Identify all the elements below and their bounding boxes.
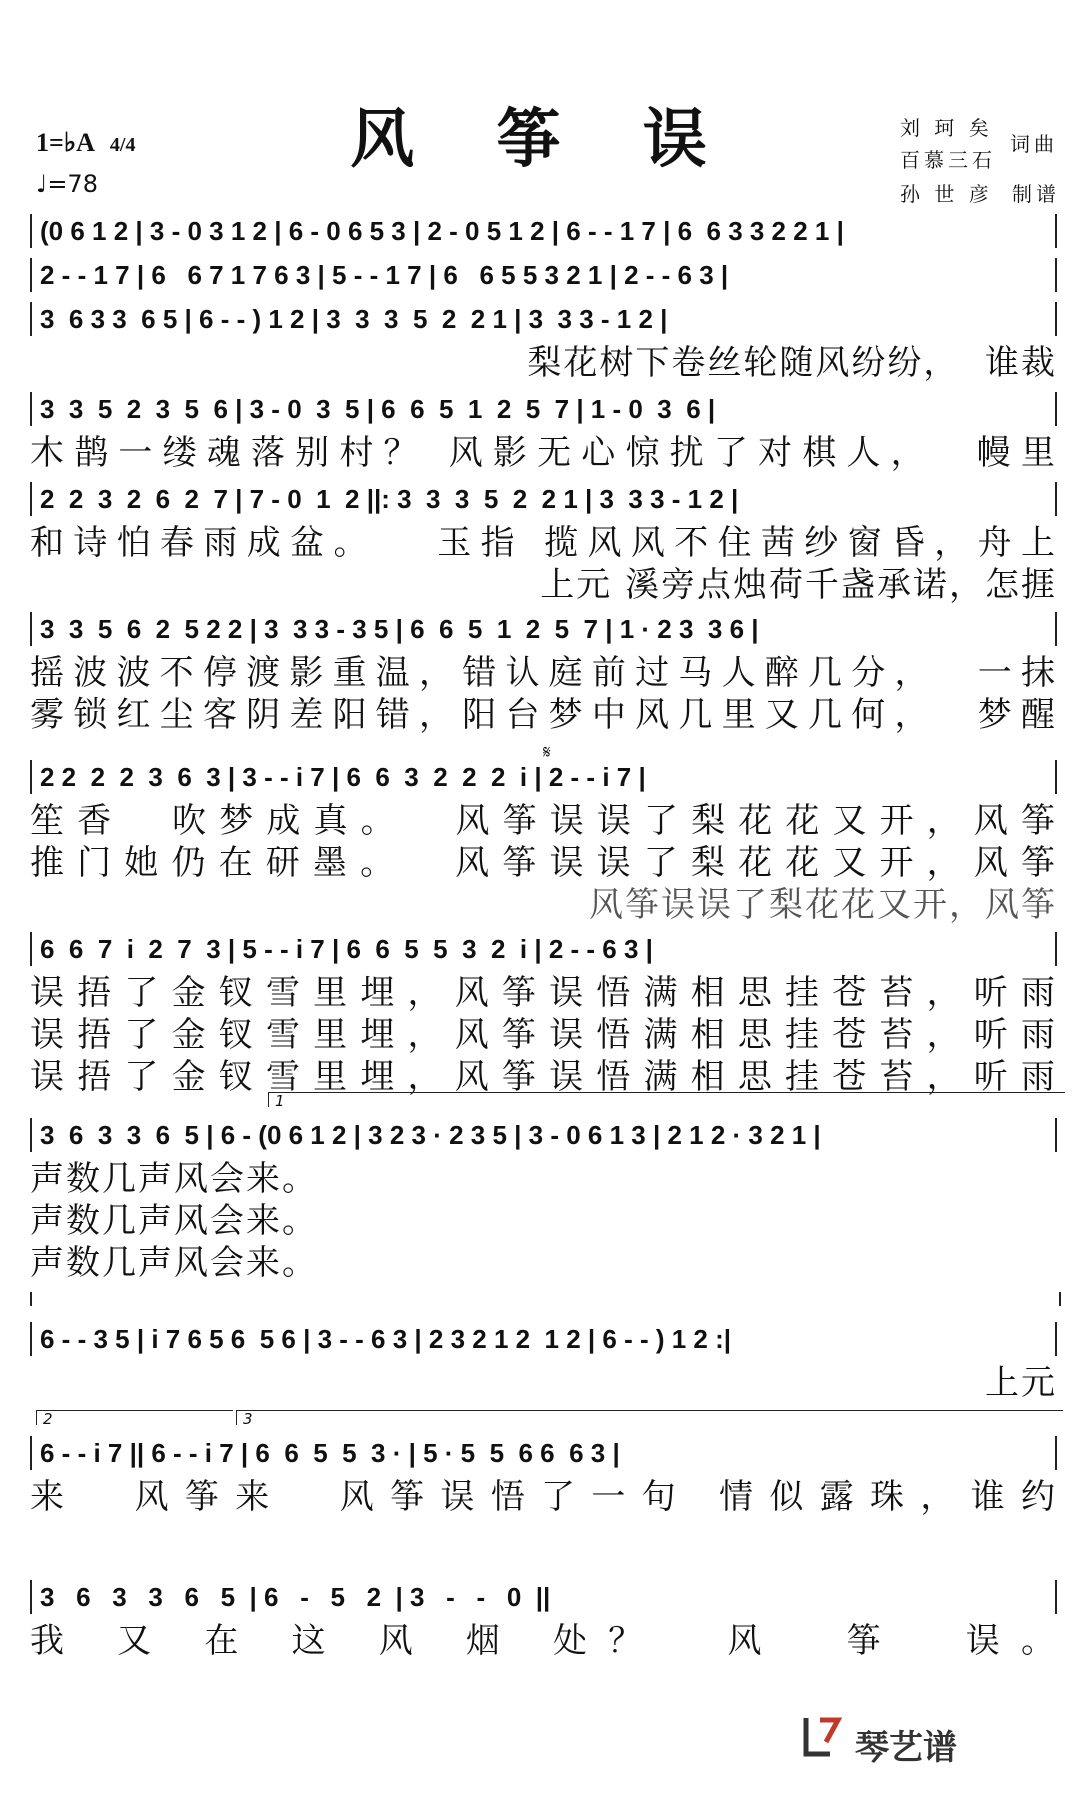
lyric-line: 声数几声风会来。 [30, 1243, 318, 1283]
tempo-marking: ♩=78 [36, 170, 98, 198]
notation-line: (0 6 1 2 | 3 - 0 3 1 2 | 6 - 0 6 5 3 | 2 - 0 5 1 2 | 6 - - 1 7 | 6 6 3 3 2 2 1 | [30, 214, 1057, 248]
lyricist: 刘 珂 矣 [900, 116, 993, 140]
notation-line: 6 - - i 7 || 6 - - i 7 | 6 6 5 5 3 · | 5 · 5 5 6 6 6 3 | [30, 1436, 1057, 1470]
lyric-line: 误捂了金钗雪里埋，风筝误悟满相思挂苍苔，听雨 [30, 973, 1057, 1013]
time-signature: 4/4 [109, 134, 136, 156]
score-system-12 [30, 1580, 1057, 1662]
notation-line: 2 2 2 2 3 6 3 | 3 - - i 7 | 6 6 3 2 2 2 i | 2 - - i 7 | [30, 760, 1057, 794]
transcriber-role: 制谱 [1012, 182, 1060, 206]
lyric-line: 误捂了金钗雪里埋，风筝误悟满相思挂苍苔，听雨 [30, 1015, 1057, 1055]
score-system-8 [30, 932, 1057, 1098]
lyric-line: 上元 溪旁点烛荷千盏承诺，怎捱 [540, 565, 1057, 605]
composer: 百慕三石 [900, 148, 996, 172]
lyric-line: 我 又 在 这 风 烟 处？ 风 筝 误。 [30, 1621, 1057, 1661]
brand-logo-icon [800, 1712, 844, 1762]
lyric-line: 梨花树下卷丝轮随风纷纷， 谁裁 [527, 343, 1057, 383]
score-system-4 [30, 392, 1057, 474]
volta-number: 1 [275, 1092, 285, 1110]
notation-line: 3 6 3 3 6 5 | 6 - - ) 1 2 | 3 3 3 5 2 2 1 | 3 3 3 - 1 2 | [30, 302, 1057, 336]
second-ending-bracket [36, 1410, 233, 1428]
score-system-7 [30, 760, 1057, 926]
brand-logo-text: 琴艺谱 [855, 1728, 957, 1768]
notation-line: 3 6 3 3 6 5 | 6 - (0 6 1 2 | 3 2 3 · 2 3 5 | 3 - 0 6 1 3 | 2 1 2 · 3 2 1 | [30, 1118, 1057, 1152]
lyric-line: 雾锁红尘客阴差阳错，阳台梦中风几里又几何， 梦醒 [30, 695, 1057, 735]
credit-role: 词曲 [1010, 132, 1058, 156]
score-system-3 [30, 302, 1057, 384]
lyric-line: 木鹊一缕魂落别村？ 风影无心惊扰了对棋人， 幔里 [30, 433, 1057, 473]
system-divider [30, 1292, 1061, 1306]
segno-icon: 𝄋 [543, 742, 551, 763]
score-system-11 [30, 1436, 1057, 1518]
key-signature [36, 128, 135, 158]
score-system-5 [30, 482, 1057, 606]
lyric-line: 误捂了金钗雪里埋，风筝误悟满相思挂苍苔，听雨 [30, 1057, 1057, 1097]
notation-line: 6 6 7 i 2 7 3 | 5 - - i 7 | 6 6 5 5 3 2 i | 2 - - 6 3 | [30, 932, 1057, 966]
lyric-line: 和诗怕春雨成盆。 玉指 揽风风不住茜纱窗昏，舟上 [30, 523, 1057, 563]
notation-line: 3 3 5 6 2 5 2 2 | 3 3 3 - 3 5 | 6 6 5 1 2 5 7 | 1 · 2 3 3 6 | [30, 612, 1057, 646]
lyric-line: 笙香 吹梦成真。 风筝误误了梨花花又开，风筝 [30, 801, 1057, 841]
notation-line: 2 2 3 2 6 2 7 | 7 - 0 1 2 ||: 3 3 3 5 2 2 1 | 3 3 3 - 1 2 | [30, 482, 1057, 516]
notation-line: 3 3 5 2 3 5 6 | 3 - 0 3 5 | 6 6 5 1 2 5 7 | 1 - 0 3 6 | [30, 392, 1057, 426]
notation-line: 2 - - 1 7 | 6 6 7 1 7 6 3 | 5 - - 1 7 | 6 6 5 5 3 2 1 | 2 - - 6 3 | [30, 258, 1057, 292]
score-system-6 [30, 612, 1057, 736]
first-ending-bracket [268, 1092, 1065, 1110]
score-system-9 [30, 1118, 1057, 1284]
notation-line: 6 - - 3 5 | i 7 6 5 6 5 6 | 3 - - 6 3 | 2 3 2 1 2 1 2 | 6 - - ) 1 2 :| [30, 1322, 1057, 1356]
score-system-2 [30, 258, 1057, 292]
lyric-line: 声数几声风会来。 [30, 1159, 318, 1199]
score-system-1 [30, 214, 1057, 248]
lyric-line: 推门她仍在研墨。 风筝误误了梨花花又开，风筝 [30, 843, 1057, 883]
lyric-line: 摇波波不停渡影重温，错认庭前过马人醉几分， 一抹 [30, 653, 1057, 693]
song-title: 风 筝 误 [350, 102, 737, 177]
notation-line: 3 6 3 3 6 5 | 6 - 5 2 | 3 - - 0 || [30, 1580, 1057, 1614]
volta-number: 3 [243, 1410, 253, 1428]
lyric-line: 风筝误误了梨花花又开，风筝 [589, 885, 1057, 925]
key-signature-text: 1=♭A [36, 128, 94, 157]
score-system-10 [30, 1322, 1057, 1404]
lyric-line: 上元 [985, 1363, 1057, 1403]
transcriber: 孙 世 彦 [900, 182, 993, 206]
lyric-line: 来 风筝来 风筝误悟了一句 情似露珠，谁约 [30, 1477, 1057, 1517]
third-ending-bracket [236, 1410, 1063, 1428]
lyric-line: 声数几声风会来。 [30, 1201, 318, 1241]
volta-number: 2 [43, 1410, 53, 1428]
